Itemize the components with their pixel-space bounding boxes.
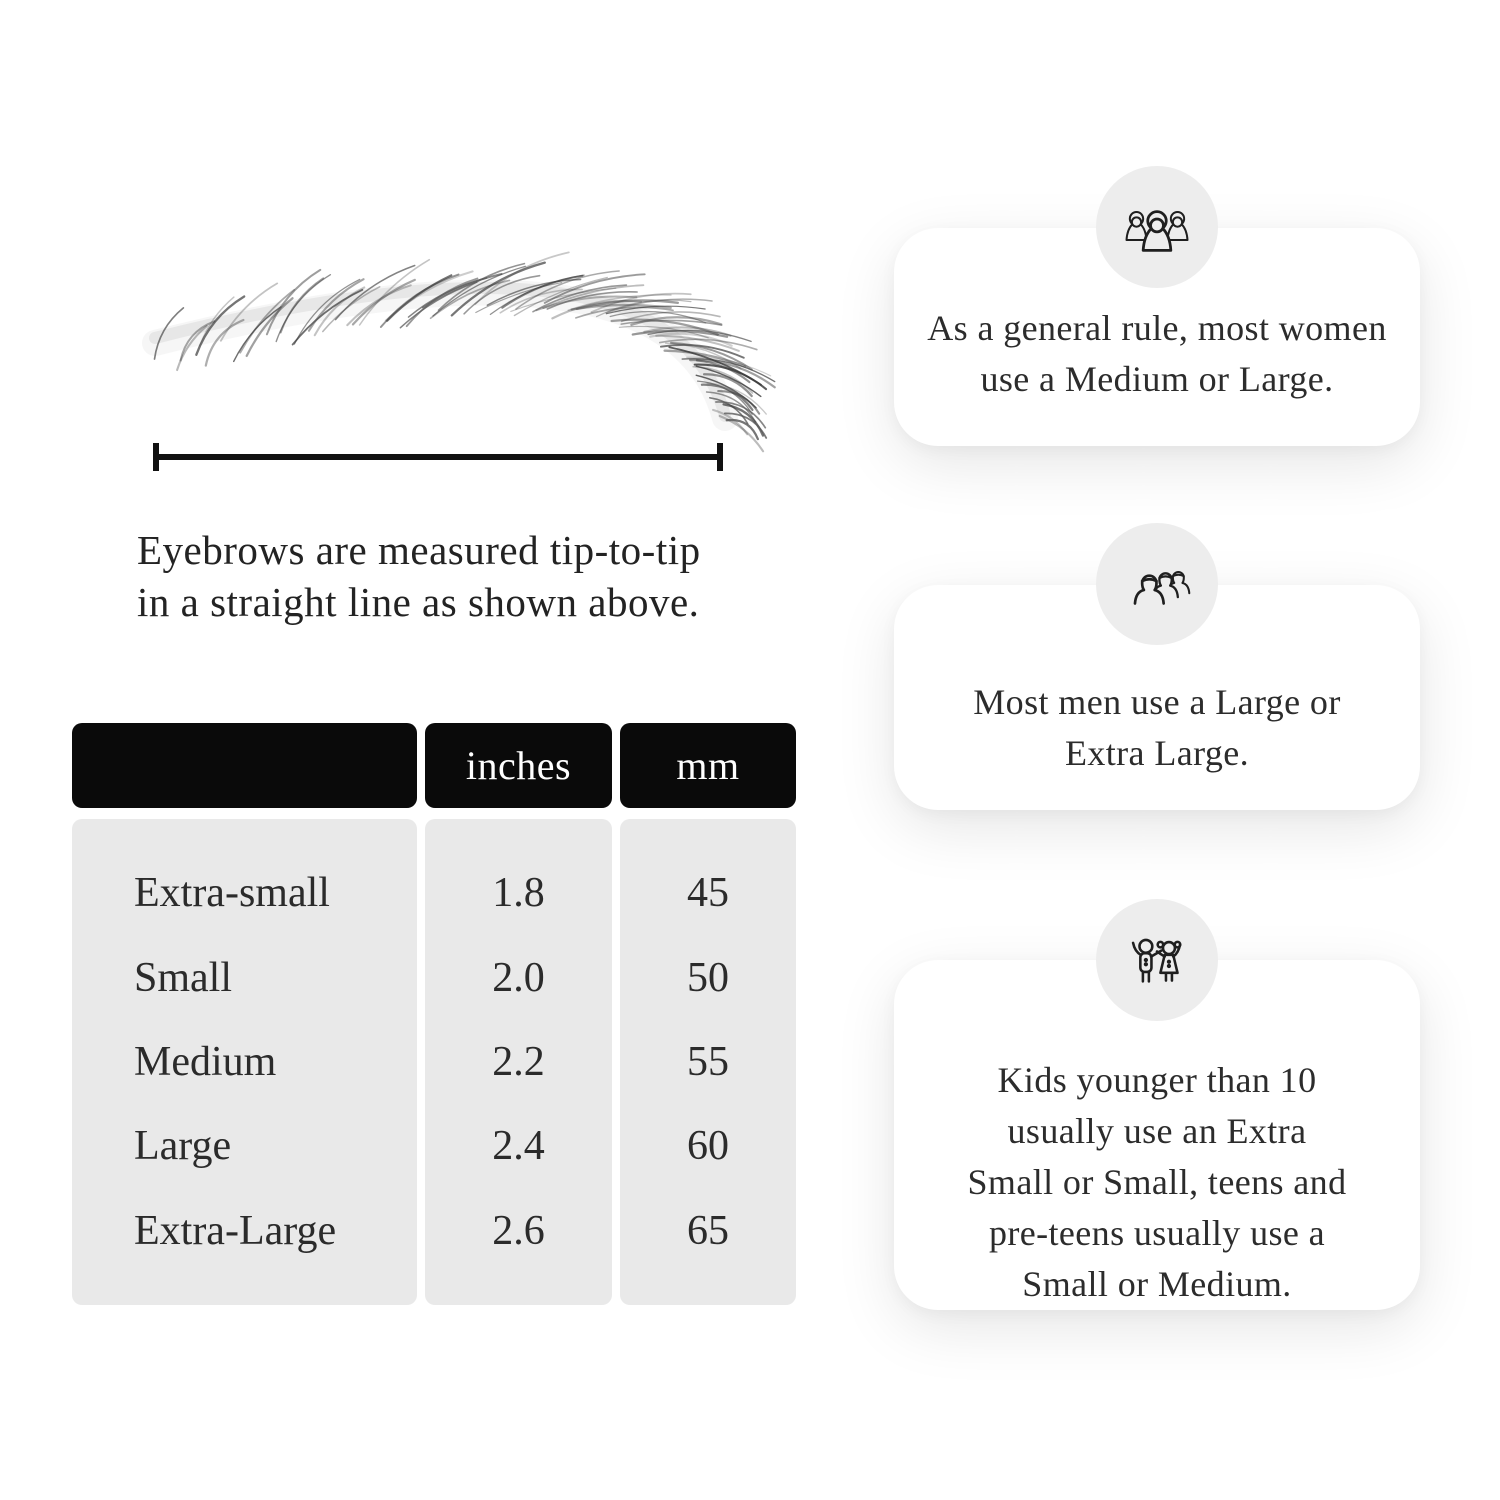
size-table-header-mm: mm: [620, 723, 796, 808]
table-cell-mm: 65: [687, 1207, 729, 1254]
table-row-label: Large: [134, 1123, 232, 1170]
card-men-line-1: Most men use a Large or: [973, 681, 1341, 722]
men-group-icon: [1116, 543, 1198, 625]
women-icon-circle: [1096, 166, 1218, 288]
women-group-icon: [1116, 186, 1198, 268]
table-cell-inches: 2.0: [492, 954, 545, 1001]
card-women-line-2: use a Medium or Large.: [980, 359, 1334, 399]
eyebrow-illustration: [130, 248, 750, 448]
size-table-column-mm: [620, 819, 796, 1305]
table-cell-inches: 2.6: [492, 1207, 545, 1254]
table-cell-inches: 2.4: [492, 1123, 545, 1170]
card-kids-line-3: Small or Small, teens and: [967, 1161, 1347, 1202]
table-row-label: Extra-small: [134, 870, 330, 917]
card-women-line-1: As a general rule, most women: [927, 308, 1387, 348]
table-cell-mm: 45: [687, 870, 729, 917]
table-cell-mm: 50: [687, 954, 729, 1001]
table-row-label: Extra-Large: [134, 1207, 337, 1254]
table-cell-mm: 55: [687, 1038, 729, 1085]
size-table-header-blank: [72, 723, 417, 808]
table-cell-mm: 60: [687, 1123, 729, 1170]
card-kids-line-5: Small or Medium.: [1022, 1263, 1292, 1304]
kids-icon-circle: [1096, 899, 1218, 1021]
children-icon: [1116, 919, 1198, 1001]
size-table: [72, 723, 796, 1305]
measurement-line: [148, 440, 728, 474]
table-row-label: Small: [134, 954, 233, 1001]
card-men-line-2: Extra Large.: [1064, 732, 1250, 773]
card-kids-line-2: usually use an Extra: [1007, 1110, 1307, 1151]
size-table-header-inches: inches: [425, 723, 612, 808]
card-kids-line-4: pre-teens usually use a: [988, 1212, 1326, 1253]
size-table-column-inches: [425, 819, 612, 1305]
card-kids-line-1: Kids younger than 10: [997, 1059, 1317, 1100]
eyebrow-drawing: [130, 248, 750, 448]
caption-line-2: in a straight line as shown above.: [137, 579, 700, 625]
measurement-caption: [137, 524, 777, 628]
table-cell-inches: 2.2: [492, 1038, 545, 1085]
men-icon-circle: [1096, 523, 1218, 645]
size-table-column-sizes: [72, 819, 417, 1305]
table-row-label: Medium: [134, 1038, 277, 1085]
caption-line-1: Eyebrows are measured tip-to-tip: [137, 527, 701, 573]
table-cell-inches: 1.8: [492, 870, 545, 917]
